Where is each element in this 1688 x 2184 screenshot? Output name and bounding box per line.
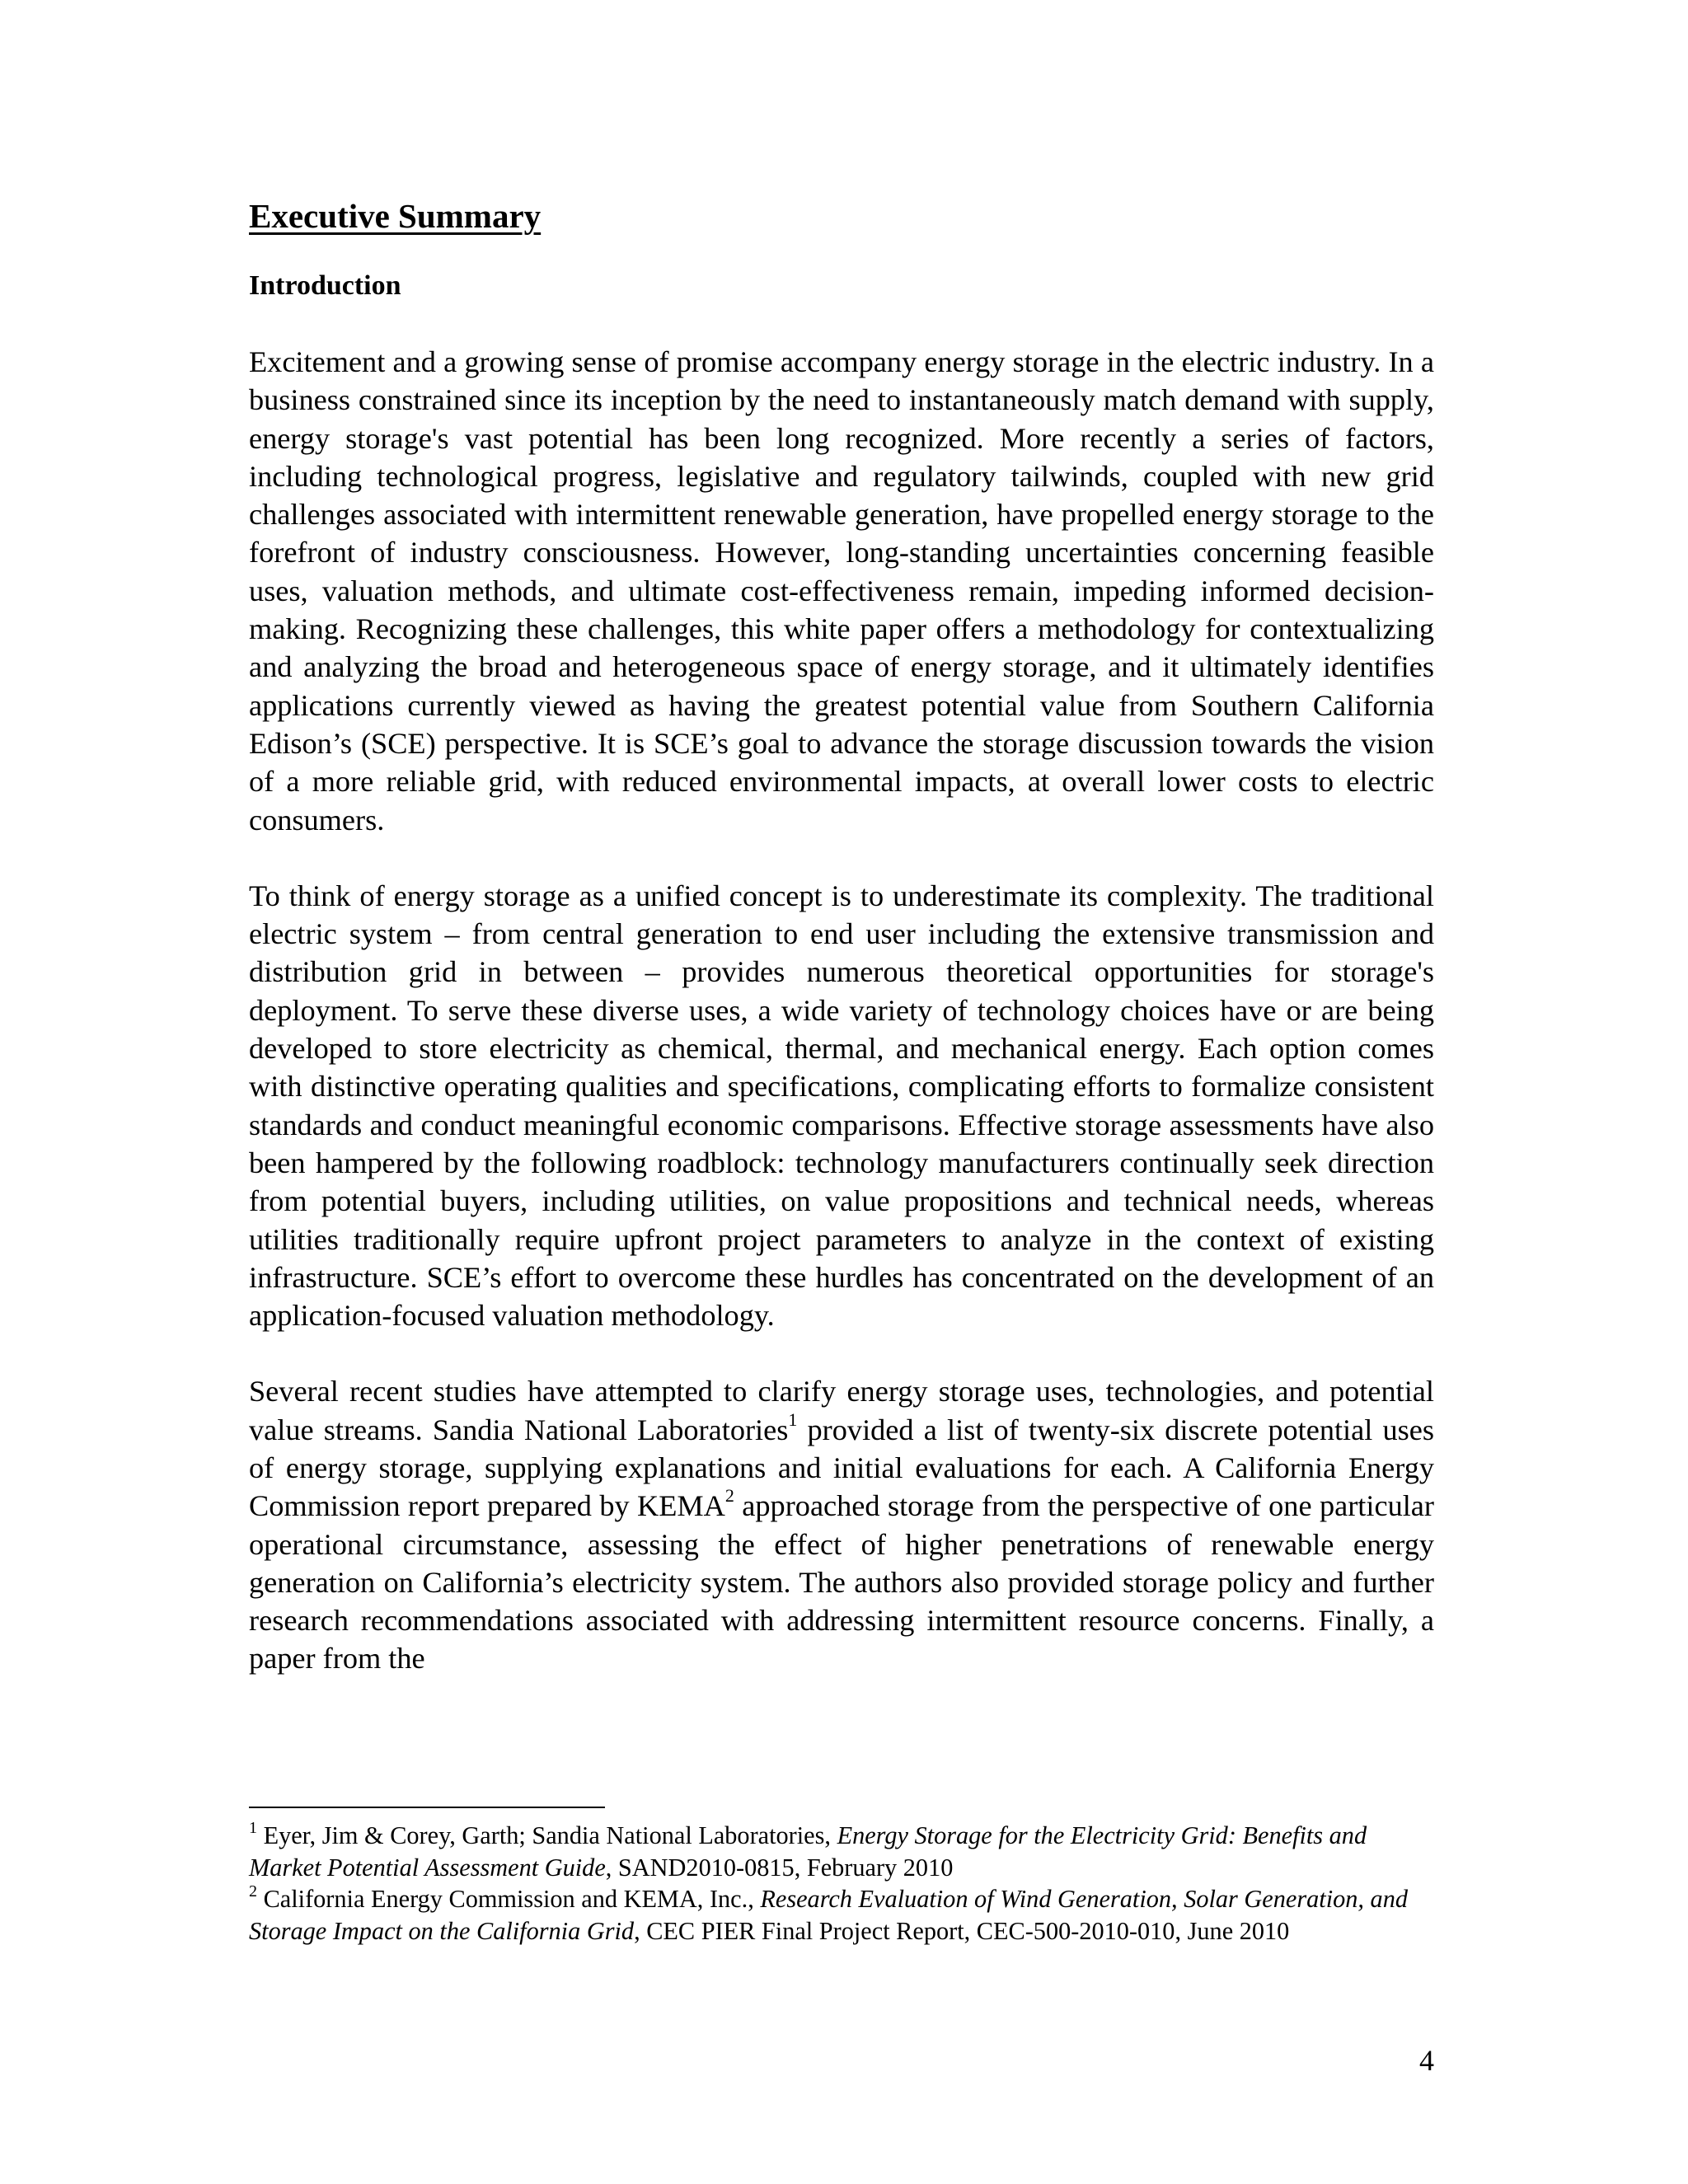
footnote-ref-1[interactable]: 1: [788, 1408, 798, 1430]
footnote-2: [249, 1883, 1434, 1947]
footnote-1: [249, 1820, 1434, 1883]
paragraph-3-text-b: provided a list of twenty-six discrete potential uses of energy storage, supplying explanations and initial evaluations for each. A California Energy Commission report prepared by KEMA: [249, 1413, 1434, 1523]
paragraph-3-text-c: approached storage from the perspective of one particular operational circumstance, assessing the effect of higher penetrations of renewable energy generation on California’s electricity system. The authors also provided storage policy and further research recommendations associated with addressing intermittent resource concerns. Finally, a paper from the: [249, 1489, 1435, 1675]
footnote-1-lead: Eyer, Jim & Corey, Garth; Sandia National Laboratories,: [257, 1821, 837, 1849]
footnotes: [249, 1820, 1434, 1947]
page-number: 4: [1419, 2044, 1434, 2077]
footnote-ref-2[interactable]: 2: [724, 1485, 734, 1507]
footnote-1-title: Energy Storage for the Electricity Grid: Benefits and Market Potential Assessment Guide: [249, 1821, 1367, 1882]
footnote-2-title: Research Evaluation of Wind Generation, Solar Generation, and Storage Impact on the California Grid: [249, 1885, 1409, 1945]
section-title: Executive Summary: [249, 197, 542, 235]
subsection-title: Introduction: [249, 270, 401, 302]
paragraph-3-text-a: Several recent studies have attempted to clarify energy storage uses, technologies, and potential value streams. Sandia National Laboratories: [249, 1375, 1434, 1446]
paragraph-1: Excitement and a growing sense of promise accompany energy storage in the electric industry. In a business constrained since its inception by the need to instantaneously match demand with supply, energy storage's vast potential has been long recognized. More recently a series of factors, including technological progress, legislative and regulatory tailwinds, coupled with new grid challenges associated with intermittent renewable generation, have propelled energy storage to the forefront of industry consciousness. However, long-standing uncertainties concerning feasible uses, valuation methods, and ultimate cost-effectiveness remain, impeding informed decision-making. Recognizing these challenges, this white paper offers a methodology for contextualizing and analyzing the broad and heterogeneous space of energy storage, and it ultimately identifies applications currently viewed as having the greatest potential value from Southern California Edison’s (SCE) perspective. It is SCE’s goal to advance the storage discussion towards the vision of a more reliable grid, with reduced environmental impacts, at overall lower costs to electric consumers.: [249, 344, 1434, 837]
footnote-2-lead: California Energy Commission and KEMA, Inc.,: [257, 1885, 761, 1913]
footnote-2-number: 2: [249, 1882, 257, 1900]
footnote-2-tail: , CEC PIER Final Project Report, CEC-500-2010-010, June 2010: [634, 1916, 1290, 1945]
footnote-1-number: 1: [249, 1818, 257, 1837]
paragraph-3: [249, 1372, 1434, 1677]
page-body: [249, 196, 1434, 1678]
footnote-1-tail: , SAND2010-0815, February 2010: [605, 1853, 954, 1882]
footnote-divider: [249, 1807, 605, 1808]
paragraph-2: To think of energy storage as a unified concept is to underestimate its complexity. The traditional electric system – from central generation to end user including the extensive transmission and distribution grid in between – provides numerous theoretical opportunities for storage's deployment. To serve these diverse uses, a wide variety of technology choices have or are being developed to store electricity as chemical, thermal, and mechanical energy. Each option comes with distinctive operating qualities and specifications, complicating efforts to formalize consistent standards and conduct meaningful economic comparisons. Effective storage assessments have also been hampered by the following roadblock: technology manufacturers continually seek direction from potential buyers, including utilities, on value propositions and technical needs, whereas utilities traditionally require upfront project parameters to analyze in the context of existing infrastructure. SCE’s effort to overcome these hurdles has concentrated on the development of an application-focused valuation methodology.: [249, 879, 1434, 1333]
